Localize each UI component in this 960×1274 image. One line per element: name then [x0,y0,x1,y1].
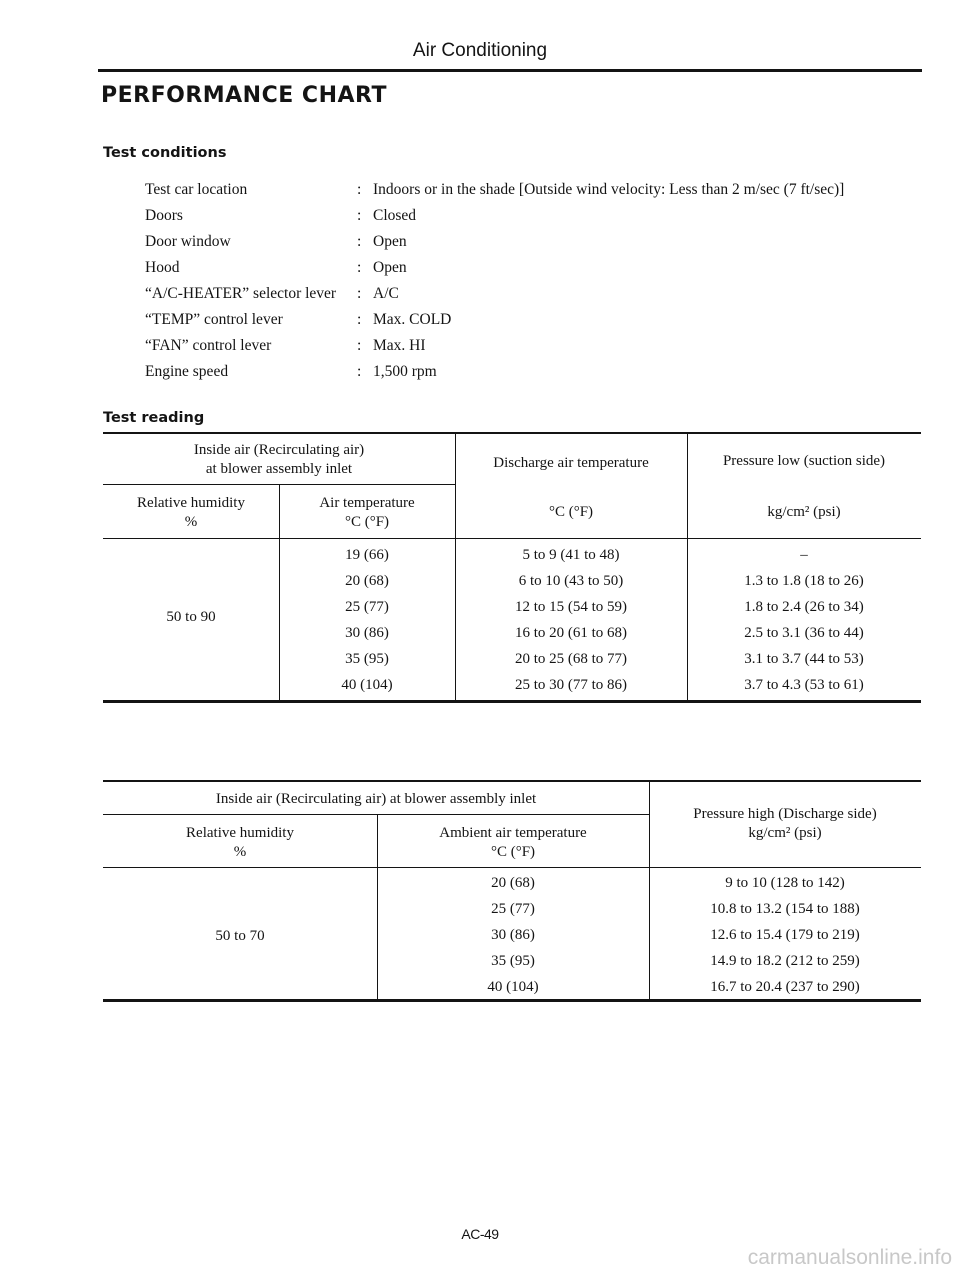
table-cell: 10.8 to 13.2 (154 to 188) [710,901,860,917]
pressure-high-column [649,870,921,1000]
discharge-unit-header: °C (°F) [548,504,594,520]
running-header: Air Conditioning [412,40,548,61]
table-cell: 20 to 25 (68 to 77) [514,651,628,667]
air-temperature-header [279,494,455,532]
table-cell: 1.8 to 2.4 (26 to 34) [744,599,864,615]
condition-separator: : [357,311,362,328]
header-line: % [233,844,247,860]
relative-humidity-value: 50 to 70 [215,928,265,944]
condition-label: Door window [145,233,231,250]
table-cell: 35 (95) [345,651,389,667]
page-number: AC-49 [461,1226,499,1242]
table-rule [103,538,921,539]
inside-air-header: Inside air (Recirculating air) at blower assembly inlet [215,791,537,807]
table-cell: 2.5 to 3.1 (36 to 44) [744,625,864,641]
condition-value: Max. HI [373,337,426,354]
table-cell: 9 to 10 (128 to 142) [725,875,845,891]
discharge-temp-header: Discharge air temperature [493,455,649,471]
ambient-temperature-column [377,870,649,1000]
condition-value: Open [373,233,407,250]
condition-separator: : [357,363,362,380]
table-cell: 20 (68) [491,875,535,891]
table-cell: 5 to 9 (41 to 48) [522,547,620,563]
table-rule [103,432,921,434]
header-line: °C (°F) [344,514,390,530]
condition-value: 1,500 rpm [373,363,437,380]
condition-label: “TEMP” control lever [145,311,283,328]
condition-value: Max. COLD [373,311,452,328]
table-cell: 30 (86) [491,927,535,943]
condition-value: Closed [373,207,417,224]
relative-humidity-value: 50 to 90 [166,609,216,625]
watermark-text[interactable]: carmanualsonline.info [747,1246,952,1269]
condition-label: Doors [145,207,183,224]
table-cell: 16 to 20 (61 to 68) [514,625,628,641]
table-cell: 35 (95) [491,953,535,969]
header-line: at blower assembly inlet [205,461,353,477]
header-line: Air temperature [319,495,415,511]
table-cell: 12.6 to 15.4 (179 to 219) [710,927,860,943]
pressure-low-header: Pressure low (suction side) [722,453,886,469]
pressure-low-column [687,542,921,698]
condition-label: Hood [145,259,180,276]
condition-separator: : [357,233,362,250]
table-cell: 14.9 to 18.2 (212 to 259) [710,953,860,969]
table-rule [103,700,921,703]
test-reading-heading: Test reading [103,410,205,426]
condition-separator: : [357,181,362,198]
table-cell: – [800,547,808,563]
high-pressure-performance-table [103,780,921,1004]
condition-value: Indoors or in the shade [Outside wind velocity: Less than 2 m/sec (7 ft/sec)] [373,181,845,198]
table-cell: 40 (104) [487,979,539,995]
table-cell: 6 to 10 (43 to 50) [518,573,624,589]
condition-label: “FAN” control lever [145,337,272,354]
table-rule [103,867,921,868]
condition-label: Test car location [145,181,248,198]
table-cell: 16.7 to 20.4 (237 to 290) [710,979,860,995]
table-rule [103,780,921,782]
condition-label: “A/C-HEATER” selector lever [145,285,337,302]
page-title: PERFORMANCE CHART [101,83,387,108]
table-cell: 40 (104) [341,677,393,693]
header-line: kg/cm² (psi) [748,825,822,841]
condition-label: Engine speed [145,363,229,380]
condition-separator: : [357,285,362,302]
inside-air-header [103,441,455,479]
pressure-unit-header: kg/cm² (psi) [767,504,841,520]
header-rule [98,69,922,72]
condition-value: Open [373,259,407,276]
header-line: Relative humidity [186,825,294,841]
table-cell: 3.1 to 3.7 (44 to 53) [744,651,864,667]
header-line: % [184,514,198,530]
table-cell: 20 (68) [345,573,389,589]
table-cell: 25 (77) [491,901,535,917]
low-pressure-performance-table [103,432,921,704]
pressure-high-header [649,805,921,843]
relative-humidity-header [103,824,377,862]
condition-separator: : [357,207,362,224]
table-cell: 12 to 15 (54 to 59) [514,599,628,615]
table-cell: 30 (86) [345,625,389,641]
header-line: °C (°F) [490,844,536,860]
header-line: Ambient air temperature [439,825,587,841]
air-temperature-column [279,542,455,698]
header-line: Inside air (Recirculating air) [193,442,365,458]
table-rule [103,814,649,815]
header-line: Relative humidity [137,495,245,511]
condition-separator: : [357,337,362,354]
header-line: Pressure high (Discharge side) [693,806,877,822]
table-cell: 25 (77) [345,599,389,615]
relative-humidity-header [103,494,279,532]
ambient-temperature-header [377,824,649,862]
table-cell: 25 to 30 (77 to 86) [514,677,628,693]
table-cell: 1.3 to 1.8 (18 to 26) [744,573,864,589]
discharge-temperature-column [455,542,687,698]
table-cell: 19 (66) [345,547,389,563]
test-conditions-heading: Test conditions [103,145,227,161]
condition-separator: : [357,259,362,276]
condition-value: A/C [373,285,399,302]
table-cell: 3.7 to 4.3 (53 to 61) [744,677,864,693]
